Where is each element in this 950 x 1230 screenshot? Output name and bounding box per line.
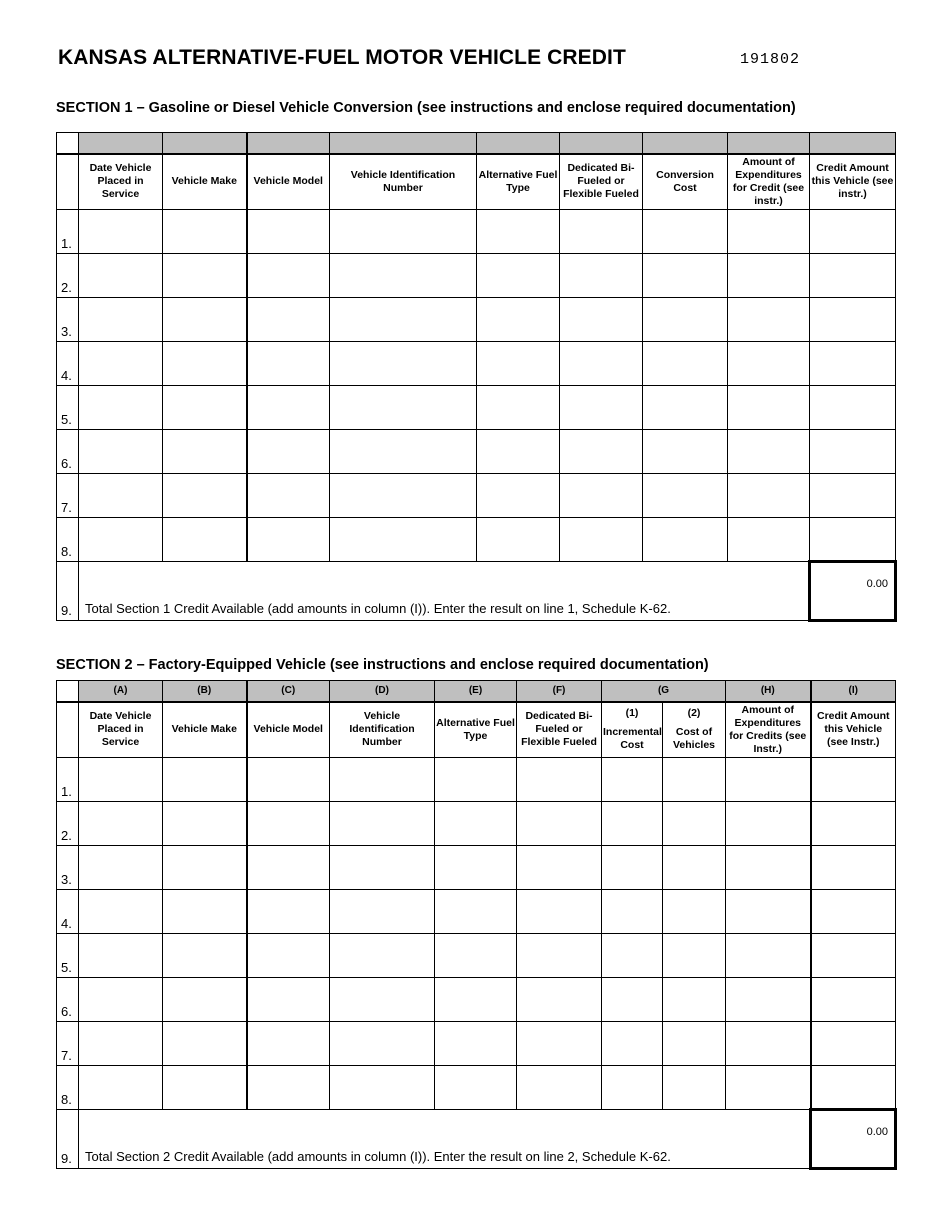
- s1-col-credit-header: Credit Amount this Vehicle (see instr.): [810, 154, 896, 210]
- s1-col-make-header: Vehicle Make: [163, 154, 247, 210]
- s1-entry-cell[interactable]: [79, 210, 163, 254]
- s2-entry-cell[interactable]: [517, 978, 602, 1022]
- s1-entry-cell[interactable]: [163, 342, 247, 386]
- s1-entry-cell[interactable]: [330, 474, 477, 518]
- s1-entry-cell[interactable]: [330, 518, 477, 562]
- s2-entry-cell[interactable]: [726, 890, 811, 934]
- s2-entry-cell[interactable]: [163, 1022, 247, 1066]
- s2-entry-cell[interactable]: [330, 1022, 435, 1066]
- s2-g-sub-label: (2): [687, 706, 701, 719]
- s1-col-date-header: Date Vehicle Placed in Service: [79, 154, 163, 210]
- s1-entry-cell[interactable]: [477, 518, 560, 562]
- s2-col-vin-header: Vehicle Identification Number: [330, 702, 435, 758]
- section2-column-letter-bar: [57, 681, 896, 702]
- s2-entry-cell[interactable]: [79, 934, 163, 978]
- s2-entry-cell[interactable]: [602, 846, 663, 890]
- s2-line-number: 4.: [57, 890, 79, 934]
- section1-header-row: [57, 154, 896, 210]
- s1-entry-cell[interactable]: [560, 474, 643, 518]
- s1-line-number: 4.: [57, 342, 79, 386]
- s1-entry-cell[interactable]: [247, 474, 330, 518]
- s1-entry-cell[interactable]: [643, 386, 728, 430]
- s2-entry-cell[interactable]: [811, 1022, 896, 1066]
- s1-entry-cell[interactable]: [477, 298, 560, 342]
- s1-line-number: 6.: [57, 430, 79, 474]
- s1-col-vin-header: Vehicle Identification Number: [330, 154, 477, 210]
- s2-entry-cell[interactable]: [811, 890, 896, 934]
- s1-entry-cell[interactable]: [79, 430, 163, 474]
- s2-entry-cell[interactable]: [247, 934, 330, 978]
- s2-entry-row: [57, 1066, 896, 1110]
- s1-line-number: 3.: [57, 298, 79, 342]
- s2-entry-cell[interactable]: [330, 758, 435, 802]
- s2-entry-cell[interactable]: [811, 934, 896, 978]
- s2-entry-row: [57, 846, 896, 890]
- s2-entry-cell[interactable]: [811, 846, 896, 890]
- s1-entry-cell[interactable]: [330, 386, 477, 430]
- s2-entry-cell[interactable]: [602, 890, 663, 934]
- s2-entry-cell[interactable]: [79, 978, 163, 1022]
- s1-entry-row: [57, 210, 896, 254]
- s2-entry-cell[interactable]: [726, 1022, 811, 1066]
- section1-total-label: Total Section 1 Credit Available (add amounts in column (I)). Enter the result on line 1, Schedule K-62.: [79, 562, 810, 621]
- s1-entry-row: [57, 474, 896, 518]
- s2-entry-cell[interactable]: [602, 978, 663, 1022]
- s2-entry-row: [57, 890, 896, 934]
- s2-entry-cell[interactable]: [163, 846, 247, 890]
- s2-entry-cell[interactable]: [726, 978, 811, 1022]
- s2-entry-cell[interactable]: [663, 890, 726, 934]
- s1-line-number: 5.: [57, 386, 79, 430]
- s2-entry-cell[interactable]: [435, 758, 517, 802]
- s2-entry-cell[interactable]: [811, 978, 896, 1022]
- s1-entry-cell[interactable]: [247, 298, 330, 342]
- section2-total-amount[interactable]: 0.00: [811, 1110, 896, 1169]
- s2-col-model-header: Vehicle Model: [247, 702, 330, 758]
- section2-header-row: [57, 702, 896, 758]
- s1-entry-cell[interactable]: [810, 254, 896, 298]
- s1-line-number: 8.: [57, 518, 79, 562]
- s1-entry-cell[interactable]: [79, 518, 163, 562]
- section1-heading: SECTION 1 – Gasoline or Diesel Vehicle Conversion (see instructions and enclose required documentation): [56, 100, 796, 116]
- s1-entry-cell[interactable]: [810, 518, 896, 562]
- section2-table: [56, 680, 897, 1170]
- s2-col-cost-of-vehicles-header: [663, 702, 726, 758]
- s2-line-number: 3.: [57, 846, 79, 890]
- s1-entry-row: [57, 298, 896, 342]
- s1-entry-cell[interactable]: [477, 254, 560, 298]
- s2-col-fuel-type-header: Alternative Fuel Type: [435, 702, 517, 758]
- section1-table: [56, 132, 897, 622]
- s1-entry-row: [57, 342, 896, 386]
- s2-entry-cell[interactable]: [435, 978, 517, 1022]
- s2-line-number: 5.: [57, 934, 79, 978]
- s1-entry-cell[interactable]: [560, 518, 643, 562]
- s1-entry-cell[interactable]: [79, 474, 163, 518]
- s1-entry-cell[interactable]: [810, 342, 896, 386]
- s2-entry-cell[interactable]: [435, 846, 517, 890]
- s2-entry-cell[interactable]: [602, 934, 663, 978]
- s2-entry-cell[interactable]: [163, 1066, 247, 1110]
- section2-total-label: Total Section 2 Credit Available (add amounts in column (I)). Enter the result on line 2, Schedule K-62.: [79, 1110, 811, 1169]
- s2-line-number: 9.: [57, 1110, 79, 1169]
- s2-entry-cell[interactable]: [247, 1022, 330, 1066]
- s1-entry-cell[interactable]: [810, 474, 896, 518]
- s2-line-number: 2.: [57, 802, 79, 846]
- s1-entry-row: [57, 254, 896, 298]
- s1-entry-cell[interactable]: [560, 386, 643, 430]
- s2-entry-cell[interactable]: [435, 890, 517, 934]
- s2-entry-cell[interactable]: [163, 890, 247, 934]
- s2-entry-cell[interactable]: [79, 1066, 163, 1110]
- s2-entry-cell[interactable]: [330, 978, 435, 1022]
- s2-entry-cell[interactable]: [330, 934, 435, 978]
- s1-entry-cell[interactable]: [643, 474, 728, 518]
- s1-entry-cell[interactable]: [560, 298, 643, 342]
- s2-entry-cell[interactable]: [726, 802, 811, 846]
- s1-entry-cell[interactable]: [477, 474, 560, 518]
- s2-entry-cell[interactable]: [79, 758, 163, 802]
- s2-entry-cell[interactable]: [247, 846, 330, 890]
- s1-entry-row: [57, 430, 896, 474]
- s1-col-model-header: Vehicle Model: [247, 154, 330, 210]
- s2-entry-cell[interactable]: [247, 978, 330, 1022]
- s2-entry-cell[interactable]: [435, 934, 517, 978]
- s2-entry-row: [57, 978, 896, 1022]
- s1-entry-cell[interactable]: [810, 430, 896, 474]
- s2-entry-cell[interactable]: [602, 802, 663, 846]
- s1-entry-cell[interactable]: [643, 430, 728, 474]
- s1-entry-cell[interactable]: [163, 210, 247, 254]
- s1-entry-cell[interactable]: [643, 254, 728, 298]
- s2-entry-cell[interactable]: [663, 1022, 726, 1066]
- s2-entry-cell[interactable]: [435, 802, 517, 846]
- s2-col-date-header: Date Vehicle Placed in Service: [79, 702, 163, 758]
- s1-entry-cell[interactable]: [728, 342, 810, 386]
- s2-entry-cell[interactable]: [517, 802, 602, 846]
- s2-entry-cell[interactable]: [247, 758, 330, 802]
- s2-entry-cell[interactable]: [517, 1022, 602, 1066]
- s2-entry-cell[interactable]: [726, 846, 811, 890]
- s1-entry-cell[interactable]: [163, 430, 247, 474]
- s2-entry-cell[interactable]: [663, 846, 726, 890]
- s2-col-expenditures-header: Amount of Expenditures for Credits (see Instr.): [726, 702, 811, 758]
- s1-entry-cell[interactable]: [643, 298, 728, 342]
- s2-col-letter: (B): [163, 681, 247, 702]
- s2-line-number: 7.: [57, 1022, 79, 1066]
- s2-entry-cell[interactable]: [663, 1066, 726, 1110]
- s1-entry-cell[interactable]: [247, 342, 330, 386]
- s2-col-letter: (D): [330, 681, 435, 702]
- s1-entry-cell[interactable]: [728, 474, 810, 518]
- s2-entry-cell[interactable]: [330, 802, 435, 846]
- s1-line-number: 1.: [57, 210, 79, 254]
- s2-entry-cell[interactable]: [726, 1066, 811, 1110]
- s1-entry-cell[interactable]: [477, 210, 560, 254]
- section2-total-row: [57, 1110, 896, 1169]
- s2-entry-cell[interactable]: [79, 846, 163, 890]
- s1-entry-cell[interactable]: [560, 210, 643, 254]
- s1-entry-cell[interactable]: [330, 342, 477, 386]
- s2-col-letter: (H): [726, 681, 811, 702]
- s1-entry-cell[interactable]: [810, 298, 896, 342]
- s2-entry-cell[interactable]: [811, 802, 896, 846]
- s1-entry-cell[interactable]: [163, 474, 247, 518]
- s2-col-letter: (F): [517, 681, 602, 702]
- section1-column-letter-bar: [57, 133, 896, 154]
- s2-entry-cell[interactable]: [247, 890, 330, 934]
- s2-entry-cell[interactable]: [517, 890, 602, 934]
- s1-entry-cell[interactable]: [79, 298, 163, 342]
- s1-entry-cell[interactable]: [247, 254, 330, 298]
- s1-entry-cell[interactable]: [330, 430, 477, 474]
- s1-line-number: 2.: [57, 254, 79, 298]
- s1-entry-cell[interactable]: [728, 518, 810, 562]
- s1-entry-cell[interactable]: [330, 210, 477, 254]
- s2-col-letter: (I): [811, 681, 896, 702]
- s1-entry-cell[interactable]: [79, 254, 163, 298]
- s1-entry-cell[interactable]: [643, 210, 728, 254]
- s1-entry-cell[interactable]: [728, 430, 810, 474]
- s2-entry-cell[interactable]: [330, 890, 435, 934]
- s1-entry-cell[interactable]: [728, 254, 810, 298]
- s2-entry-row: [57, 934, 896, 978]
- s2-incremental-cost-label: Incremental Cost: [603, 725, 662, 751]
- form-title: KANSAS ALTERNATIVE-FUEL MOTOR VEHICLE CREDIT: [58, 46, 626, 69]
- s2-entry-cell[interactable]: [435, 1066, 517, 1110]
- s1-entry-cell[interactable]: [247, 386, 330, 430]
- s1-entry-cell[interactable]: [79, 386, 163, 430]
- s1-entry-cell[interactable]: [163, 254, 247, 298]
- s1-entry-row: [57, 518, 896, 562]
- s2-entry-row: [57, 758, 896, 802]
- s2-entry-cell[interactable]: [602, 758, 663, 802]
- section2-heading: SECTION 2 – Factory-Equipped Vehicle (see instructions and enclose required documentation): [56, 657, 709, 673]
- s1-entry-cell[interactable]: [477, 386, 560, 430]
- s2-entry-cell[interactable]: [517, 846, 602, 890]
- s2-entry-cell[interactable]: [247, 1066, 330, 1110]
- s2-entry-row: [57, 1022, 896, 1066]
- s1-entry-row: [57, 386, 896, 430]
- s2-entry-cell[interactable]: [163, 758, 247, 802]
- s2-entry-cell[interactable]: [726, 934, 811, 978]
- s1-col-dedicated-header: Dedicated Bi-Fueled or Flexible Fueled: [560, 154, 643, 210]
- s2-entry-cell[interactable]: [330, 1066, 435, 1110]
- s2-entry-cell[interactable]: [517, 934, 602, 978]
- s2-col-make-header: Vehicle Make: [163, 702, 247, 758]
- s2-entry-cell[interactable]: [163, 934, 247, 978]
- s1-entry-cell[interactable]: [643, 342, 728, 386]
- s2-entry-cell[interactable]: [330, 846, 435, 890]
- s2-col-letter: (E): [435, 681, 517, 702]
- s1-entry-cell[interactable]: [560, 254, 643, 298]
- s2-entry-cell[interactable]: [247, 802, 330, 846]
- s2-entry-cell[interactable]: [663, 934, 726, 978]
- s2-entry-cell[interactable]: [79, 1022, 163, 1066]
- s2-line-number: 1.: [57, 758, 79, 802]
- section1-total-row: [57, 562, 896, 621]
- s1-entry-cell[interactable]: [330, 298, 477, 342]
- s1-col-conversion-cost-header: Conversion Cost: [643, 154, 728, 210]
- s2-col-letter: (A): [79, 681, 163, 702]
- s2-entry-cell[interactable]: [663, 758, 726, 802]
- s1-line-number: 9.: [57, 562, 79, 621]
- s1-entry-cell[interactable]: [643, 518, 728, 562]
- s1-line-number: 7.: [57, 474, 79, 518]
- s2-entry-row: [57, 802, 896, 846]
- s1-col-fuel-type-header: Alternative Fuel Type: [477, 154, 560, 210]
- s2-entry-cell[interactable]: [602, 1022, 663, 1066]
- s1-entry-cell[interactable]: [330, 254, 477, 298]
- s2-entry-cell[interactable]: [517, 1066, 602, 1110]
- s2-line-number: 6.: [57, 978, 79, 1022]
- s2-entry-cell[interactable]: [435, 1022, 517, 1066]
- s2-col-letter: (G: [602, 681, 726, 702]
- s2-cost-of-vehicles-label: Cost of Vehicles: [672, 725, 716, 751]
- s2-entry-cell[interactable]: [726, 758, 811, 802]
- s1-entry-cell[interactable]: [79, 342, 163, 386]
- s1-entry-cell[interactable]: [810, 210, 896, 254]
- s2-col-dedicated-header: Dedicated Bi-Fueled or Flexible Fueled: [517, 702, 602, 758]
- s2-entry-cell[interactable]: [663, 802, 726, 846]
- s2-entry-cell[interactable]: [79, 802, 163, 846]
- s1-entry-cell[interactable]: [728, 298, 810, 342]
- s2-entry-cell[interactable]: [811, 758, 896, 802]
- s2-entry-cell[interactable]: [163, 978, 247, 1022]
- form-number: 191802: [740, 51, 801, 68]
- s1-entry-cell[interactable]: [247, 518, 330, 562]
- s1-entry-cell[interactable]: [163, 298, 247, 342]
- s2-entry-cell[interactable]: [517, 758, 602, 802]
- s1-entry-cell[interactable]: [810, 386, 896, 430]
- s2-col-incremental-cost-header: [602, 702, 663, 758]
- s1-col-expenditures-header: Amount of Expenditures for Credit (see instr.): [728, 154, 810, 210]
- s1-entry-cell[interactable]: [247, 430, 330, 474]
- s1-entry-cell[interactable]: [477, 430, 560, 474]
- s2-col-letter: (C): [247, 681, 330, 702]
- s1-entry-cell[interactable]: [728, 210, 810, 254]
- s2-g-sub-label: (1): [625, 706, 639, 719]
- s2-entry-cell[interactable]: [663, 978, 726, 1022]
- s1-entry-cell[interactable]: [728, 386, 810, 430]
- section1-total-amount[interactable]: 0.00: [810, 562, 896, 621]
- s2-col-credit-header: Credit Amount this Vehicle (see Instr.): [811, 702, 896, 758]
- s1-entry-cell[interactable]: [247, 210, 330, 254]
- s2-entry-cell[interactable]: [602, 1066, 663, 1110]
- s1-entry-cell[interactable]: [163, 518, 247, 562]
- s2-entry-cell[interactable]: [163, 802, 247, 846]
- s1-entry-cell[interactable]: [163, 386, 247, 430]
- s1-entry-cell[interactable]: [477, 342, 560, 386]
- s2-entry-cell[interactable]: [79, 890, 163, 934]
- s1-entry-cell[interactable]: [560, 430, 643, 474]
- s2-line-number: 8.: [57, 1066, 79, 1110]
- s2-entry-cell[interactable]: [811, 1066, 896, 1110]
- s1-entry-cell[interactable]: [560, 342, 643, 386]
